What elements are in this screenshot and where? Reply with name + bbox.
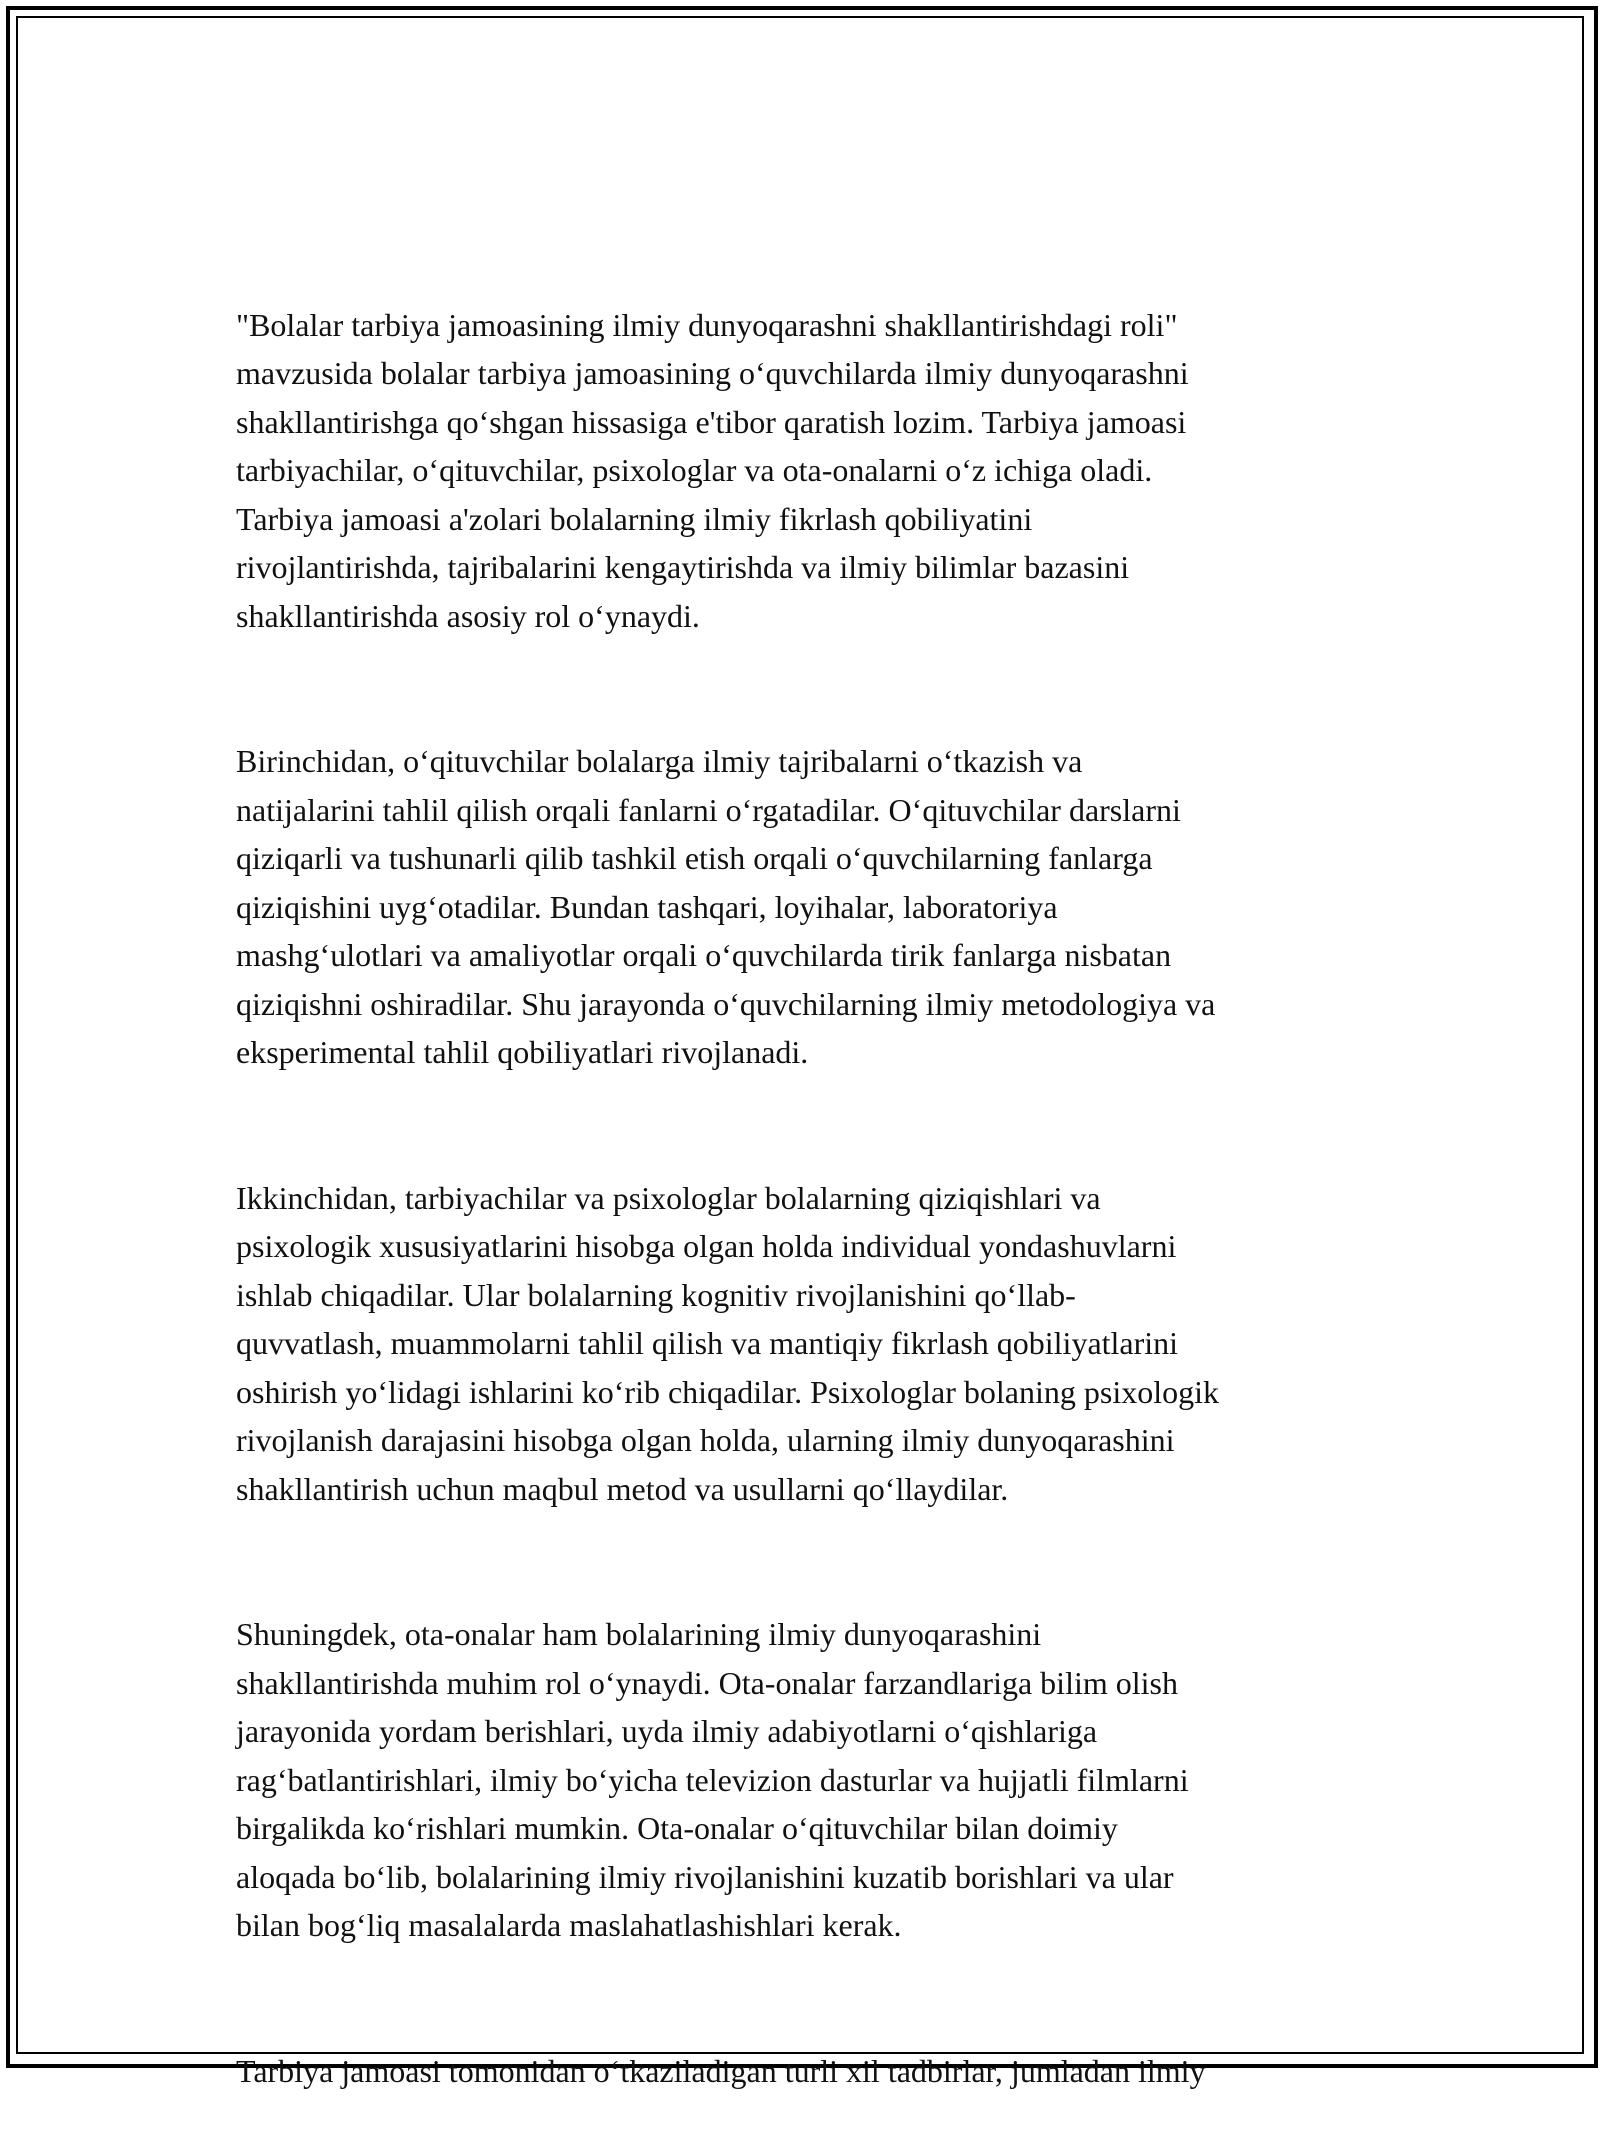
paragraph-4: Shuningdek, ota-onalar ham bolalarining ilmiy dunyoqarashini shakllantirishda muhim rol o‘ynaydi. Ota-onalar farzandlariga bilim olish jarayonida yordam berishlari, uyda ilmiy adabiyotlarni o‘qishlariga rag‘batlantirishlari, ilmiy bo‘yicha televizion dasturlar va hujjatli filmlarni birgalikda ko‘rishlari mumkin. Ota-onalar o‘qituvchilar bilan doimiy aloqada bo‘lib, bolalarining ilmiy rivojlanishini kuzatib borishlari va ular bilan bog‘liq masalalarda maslahatlashishlari kerak. xyxy=(236,1616,1189,1943)
paragraph-2: Birinchidan, o‘qituvchilar bolalarga ilmiy tajribalarni o‘tkazish va natijalarini tahlil qilish orqali fanlarni o‘rgatadilar. O‘qituvchilar darslarni qiziqarli va tushunarli qilib tashkil etish orqali o‘quvchilarning fanlarga qiziqishini uyg‘otadilar. Bundan tashqari, loyihalar, laboratoriya mashg‘ulotlari va amaliyotlar orqali o‘quvchilarda tirik fanlarga nisbatan qiziqishni oshiradilar. Shu jarayonda o‘quvchilarning ilmiy metodologiya va eksperimental tahlil qobiliyatlari rivojlanadi. xyxy=(236,743,1216,1070)
document-body xyxy=(236,252,1376,2144)
paragraph-3: Ikkinchidan, tarbiyachilar va psixologlar bolalarning qiziqishlari va psixologik xususiyatlarini hisobga olgan holda individual yondashuvlarni ishlab chiqadilar. Ular bolalarning kognitiv rivojlanishini qo‘llab- quvvatlash, muammolarni tahlil qilish va mantiqiy fikrlash qobiliyatlarini oshirish yo‘lidagi ishlarini ko‘rib chiqadilar. Psixologlar bolaning psixologik rivojlanish darajasini hisobga olgan holda, ularning ilmiy dunyoqarashini shakllantirish uchun maqbul metod va usullarni qo‘llaydilar. xyxy=(236,1179,1220,1507)
paragraph-5: Tarbiya jamoasi tomonidan o‘tkaziladigan turli xil tadbirlar, jumladan ilmiy xyxy=(236,2052,1206,2089)
paragraph-1: "Bolalar tarbiya jamoasining ilmiy dunyoqarashni shakllantirishdagi roli" mavzusida bolalar tarbiya jamoasining o‘quvchilarda ilmiy dunyoqarashni shakllantirishga qo‘shgan hissasiga e'tibor qaratish lozim. Tarbiya jamoasi tarbiyachilar, o‘qituvchilar, psixologlar va ota-onalarni o‘z ichiga oladi. Tarbiya jamoasi a'zolari bolalarning ilmiy fikrlash qobiliyatini rivojlantirishda, tajribalarini kengaytirishda va ilmiy bilimlar bazasini shakllantirishda asosiy rol o‘ynaydi. xyxy=(236,306,1189,634)
